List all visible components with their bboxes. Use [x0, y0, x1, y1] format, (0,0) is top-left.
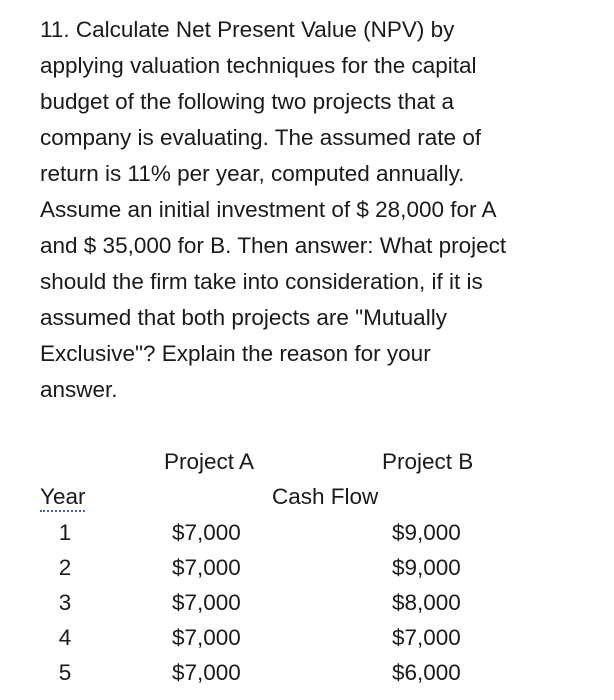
- project-a-header: Project A: [164, 449, 255, 474]
- project-b-cash-flow: $8,000: [392, 590, 461, 615]
- question-line: applying valuation techniques for the capital: [40, 53, 477, 78]
- project-b-cash-flow: $9,000: [392, 520, 461, 545]
- cash-flow-header: Cash Flow: [272, 484, 379, 509]
- year-cell: 2: [58, 555, 72, 580]
- question-line: company is evaluating. The assumed rate of: [40, 125, 482, 150]
- year-cell: 3: [58, 590, 72, 615]
- question-line: Exclusive"? Explain the reason for your: [40, 341, 431, 366]
- question-line: should the firm take into consideration, if it is: [40, 269, 483, 294]
- question-line: 11. Calculate Net Present Value (NPV) by: [40, 17, 455, 42]
- project-a-cash-flow: $7,000: [172, 590, 241, 615]
- year-header-label: Year: [40, 484, 85, 512]
- question-line: return is 11% per year, computed annually.: [40, 161, 465, 186]
- project-a-cash-flow: $7,000: [172, 520, 241, 545]
- question-line: budget of the following two projects that a: [40, 89, 455, 114]
- question-line: and $ 35,000 for B. Then answer: What project: [40, 233, 507, 258]
- year-cell: 5: [58, 660, 72, 685]
- question-line: Assume an initial investment of $ 28,000 for A: [40, 197, 497, 222]
- project-a-cash-flow: $7,000: [172, 555, 241, 580]
- year-cell: 1: [58, 520, 72, 545]
- project-b-cash-flow: $6,000: [392, 660, 461, 685]
- question-line: answer.: [40, 377, 118, 402]
- project-b-cash-flow: $9,000: [392, 555, 461, 580]
- project-a-cash-flow: $7,000: [172, 660, 241, 685]
- year-cell: 4: [58, 625, 72, 650]
- question-line: assumed that both projects are "Mutually: [40, 305, 447, 330]
- project-b-cash-flow: $7,000: [392, 625, 461, 650]
- project-b-header: Project B: [382, 449, 474, 474]
- year-header: [40, 480, 85, 514]
- project-a-cash-flow: $7,000: [172, 625, 241, 650]
